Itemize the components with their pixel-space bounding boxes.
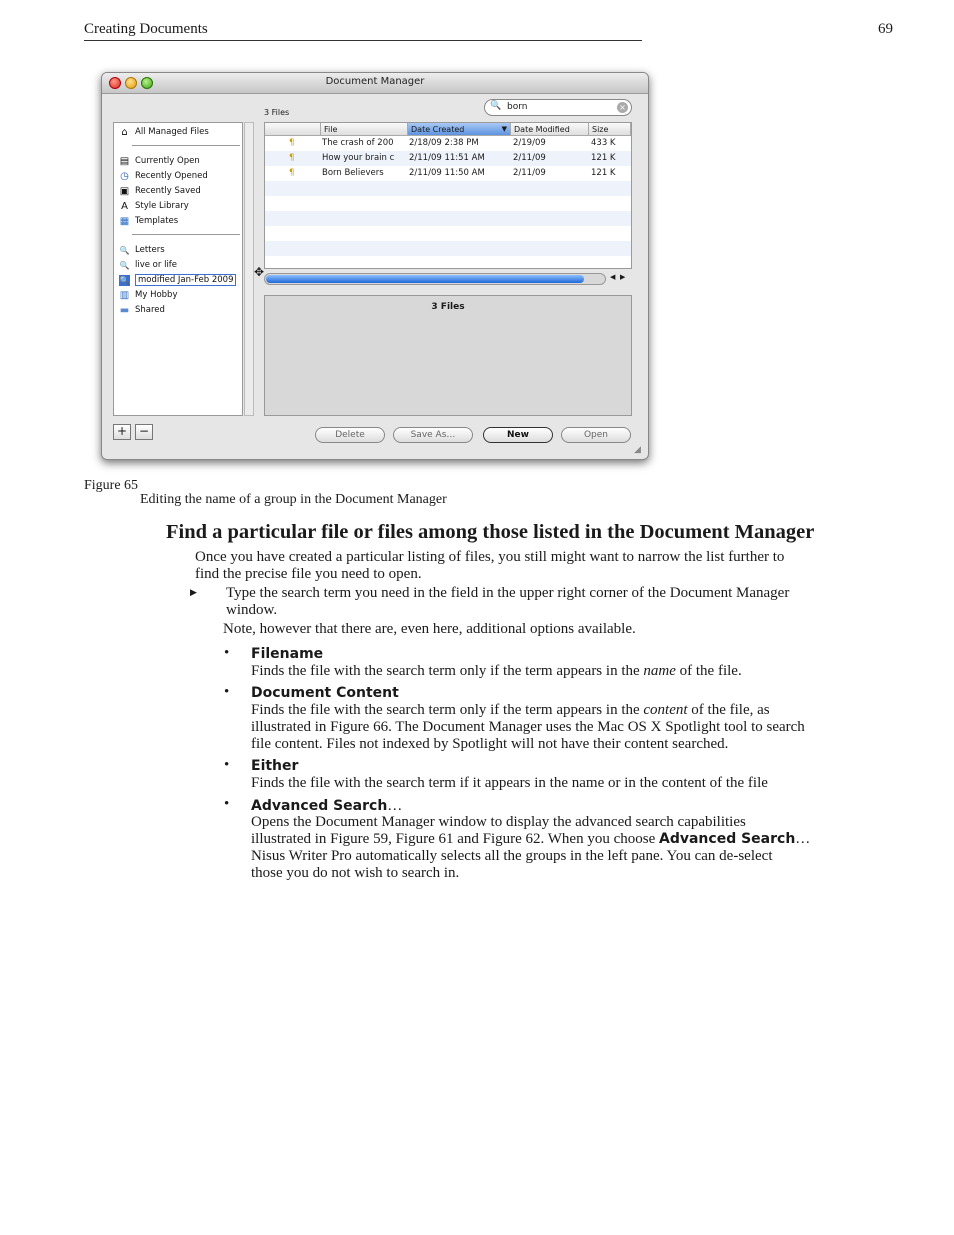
style-icon: A bbox=[121, 201, 128, 212]
remove-group-button[interactable]: − bbox=[135, 424, 153, 440]
sidebar-item-label: Shared bbox=[135, 305, 165, 315]
search-input[interactable]: born bbox=[507, 102, 528, 112]
option-title: Document Content bbox=[251, 685, 399, 701]
option-description bbox=[251, 702, 805, 753]
figure-number: Figure 65 bbox=[84, 478, 139, 493]
date-created-cell: 2/11/09 11:50 AM bbox=[409, 168, 485, 178]
sidebar-item-shared[interactable] bbox=[119, 304, 241, 318]
date-created-cell: 2/11/09 11:51 AM bbox=[409, 153, 485, 163]
running-header: Creating Documents bbox=[84, 21, 208, 37]
text-line: file content. Files not indexed by Spotlight will not have their content searched. bbox=[251, 736, 729, 752]
sidebar-item-label: Recently Saved bbox=[135, 186, 201, 196]
text-line: Finds the file with the search term only if the term appears in the name of the file. bbox=[251, 663, 742, 679]
template-icon: ▦ bbox=[119, 216, 130, 227]
text-line: Finds the file with the search term only if the term appears in the content of the file, as bbox=[251, 702, 770, 718]
smart-search-icon: 🔍 bbox=[119, 261, 130, 270]
smart-search-icon: 🔍 bbox=[119, 276, 130, 285]
note-paragraph: Note, however that there are, even here, additional options available. bbox=[223, 621, 636, 637]
group-sidebar bbox=[113, 122, 243, 416]
size-cell: 433 K bbox=[591, 138, 616, 148]
text-line: illustrated in Figure 59, Figure 61 and Figure 62. When you choose Advanced Search… bbox=[251, 831, 811, 847]
option-title: Filename bbox=[251, 646, 324, 662]
section-heading: Find a particular file or files among those listed in the Document Manager bbox=[166, 521, 815, 543]
bullet-icon: • bbox=[224, 796, 230, 812]
text-line: illustrated in Figure 66. The Document Manager uses the Mac OS X Spotlight tool to search bbox=[251, 719, 805, 735]
date-modified-cell: 2/19/09 bbox=[513, 138, 546, 148]
document-icon: ▤ bbox=[119, 156, 130, 167]
split-resize-cursor-icon: ✥ bbox=[254, 265, 265, 279]
date-modified-cell: 2/11/09 bbox=[513, 168, 546, 178]
text-line: Finds the file with the search term if it appears in the name or in the content of the file bbox=[251, 775, 768, 791]
sidebar-item-live-or-life[interactable] bbox=[119, 259, 241, 273]
file-name-cell: Born Believers bbox=[322, 168, 384, 178]
text-line: Type the search term you need in the field in the upper right corner of the Document Manager bbox=[226, 585, 790, 601]
column-header-icon[interactable] bbox=[265, 123, 321, 136]
sidebar-scrollbar[interactable] bbox=[244, 122, 254, 416]
sort-descending-icon: ▼ bbox=[501, 125, 507, 133]
scroll-left-arrow-icon[interactable]: ◀ bbox=[610, 273, 616, 281]
option-title bbox=[251, 797, 402, 815]
clock-icon: ◷ bbox=[120, 171, 129, 182]
window-title: Document Manager bbox=[325, 76, 425, 87]
sidebar-item-my-hobby[interactable] bbox=[119, 289, 241, 303]
figure-caption: Editing the name of a group in the Document Manager bbox=[140, 492, 447, 507]
size-cell: 121 K bbox=[591, 168, 616, 178]
empty-row bbox=[265, 211, 631, 226]
sidebar-item-recently-saved[interactable] bbox=[119, 185, 241, 199]
text-line: find the precise file you need to open. bbox=[195, 566, 422, 582]
sidebar-item-label: live or life bbox=[135, 260, 178, 270]
option-title: Either bbox=[251, 758, 299, 774]
scroll-right-arrow-icon[interactable]: ▶ bbox=[620, 273, 626, 281]
sidebar-item-letters[interactable] bbox=[119, 244, 241, 258]
scroll-thumb[interactable] bbox=[266, 275, 584, 283]
date-created-cell: 2/18/09 2:38 PM bbox=[409, 138, 479, 148]
column-header-file[interactable]: File bbox=[321, 123, 408, 136]
date-modified-cell: 2/11/09 bbox=[513, 153, 546, 163]
sidebar-item-label: Recently Opened bbox=[135, 171, 208, 181]
smart-search-icon: 🔍 bbox=[119, 246, 130, 255]
new-button[interactable]: New bbox=[483, 427, 553, 443]
text-line: those you do not wish to search in. bbox=[251, 865, 460, 881]
group-name-edit-field[interactable]: modified Jan-Feb 2009 bbox=[135, 274, 236, 286]
file-name-cell: How your brain c bbox=[322, 153, 395, 163]
bullet-icon: • bbox=[224, 645, 230, 661]
add-group-button[interactable]: + bbox=[113, 424, 131, 440]
floppy-disk-icon: ▣ bbox=[119, 186, 130, 197]
sidebar-item-recently-opened[interactable] bbox=[119, 170, 241, 184]
column-header-size[interactable]: Size bbox=[589, 123, 631, 136]
header-rule bbox=[84, 40, 642, 41]
size-cell: 121 K bbox=[591, 153, 616, 163]
sidebar-item-modified-jan-feb-2009[interactable] bbox=[119, 274, 241, 288]
sidebar-item-label: Currently Open bbox=[135, 156, 200, 166]
column-header-date-modified[interactable]: Date Modified bbox=[511, 123, 589, 136]
column-header-date-created[interactable] bbox=[408, 123, 511, 136]
delete-button[interactable]: Delete bbox=[315, 427, 385, 443]
option-description bbox=[251, 814, 810, 882]
clear-search-icon[interactable]: × bbox=[617, 102, 628, 113]
sidebar-item-all-managed-files[interactable] bbox=[119, 126, 241, 140]
sidebar-item-label: My Hobby bbox=[135, 290, 178, 300]
search-field[interactable] bbox=[484, 99, 632, 116]
save-as-button[interactable]: Save As… bbox=[393, 427, 473, 443]
document-icon: ¶ bbox=[289, 153, 295, 163]
text-line: Nisus Writer Pro automatically selects all the groups in the left pane. You can de-select bbox=[251, 848, 773, 864]
option-title-text: Advanced Search bbox=[251, 798, 388, 814]
step-arrow-icon: ▶ bbox=[190, 587, 197, 597]
document-icon: ¶ bbox=[289, 138, 295, 148]
magnifier-icon: 🔍 bbox=[490, 101, 502, 111]
sidebar-item-templates[interactable] bbox=[119, 215, 241, 229]
step-paragraph bbox=[226, 585, 789, 619]
text-line: Once you have created a particular listing of files, you still might want to narrow the list further to bbox=[195, 549, 785, 565]
horizontal-scrollbar[interactable] bbox=[264, 273, 632, 285]
preview-label: 3 Files bbox=[431, 302, 465, 312]
option-description bbox=[251, 663, 742, 680]
option-description bbox=[251, 775, 768, 792]
sidebar-item-style-library[interactable] bbox=[119, 200, 241, 214]
resize-grip-icon[interactable]: ◢ bbox=[634, 445, 641, 455]
text-line: window. bbox=[226, 602, 278, 618]
sidebar-divider bbox=[132, 234, 240, 235]
intro-paragraph bbox=[195, 549, 784, 583]
empty-row bbox=[265, 241, 631, 256]
bullet-icon: • bbox=[224, 757, 230, 773]
table-row[interactable] bbox=[265, 151, 631, 166]
folder-icon: ▬ bbox=[119, 305, 130, 316]
table-row[interactable] bbox=[265, 166, 631, 181]
sidebar-item-label: Templates bbox=[135, 216, 179, 226]
option-title-suffix: … bbox=[387, 798, 403, 814]
text-line: Opens the Document Manager window to display the advanced search capabilities bbox=[251, 814, 746, 830]
sidebar-item-label: All Managed Files bbox=[135, 127, 209, 137]
sidebar-item-label: Style Library bbox=[135, 201, 189, 211]
bullet-icon: • bbox=[224, 684, 230, 700]
sidebar-item-currently-open[interactable] bbox=[119, 155, 241, 169]
column-header-label: Date Created bbox=[411, 125, 465, 134]
sidebar-divider bbox=[132, 145, 240, 146]
empty-row bbox=[265, 181, 631, 196]
page-number: 69 bbox=[878, 21, 893, 37]
open-button[interactable]: Open bbox=[561, 427, 631, 443]
sidebar-item-label: Letters bbox=[135, 245, 165, 255]
file-list-table bbox=[264, 122, 632, 269]
folder-document-icon: ▥ bbox=[119, 290, 130, 301]
table-row[interactable] bbox=[265, 136, 631, 151]
preview-pane bbox=[264, 295, 632, 416]
document-icon: ¶ bbox=[289, 168, 295, 178]
file-count-label: 3 Files bbox=[264, 108, 290, 117]
drive-icon: ⌂ bbox=[121, 127, 128, 138]
file-name-cell: The crash of 200 bbox=[322, 138, 394, 148]
document-manager-window bbox=[101, 72, 649, 460]
